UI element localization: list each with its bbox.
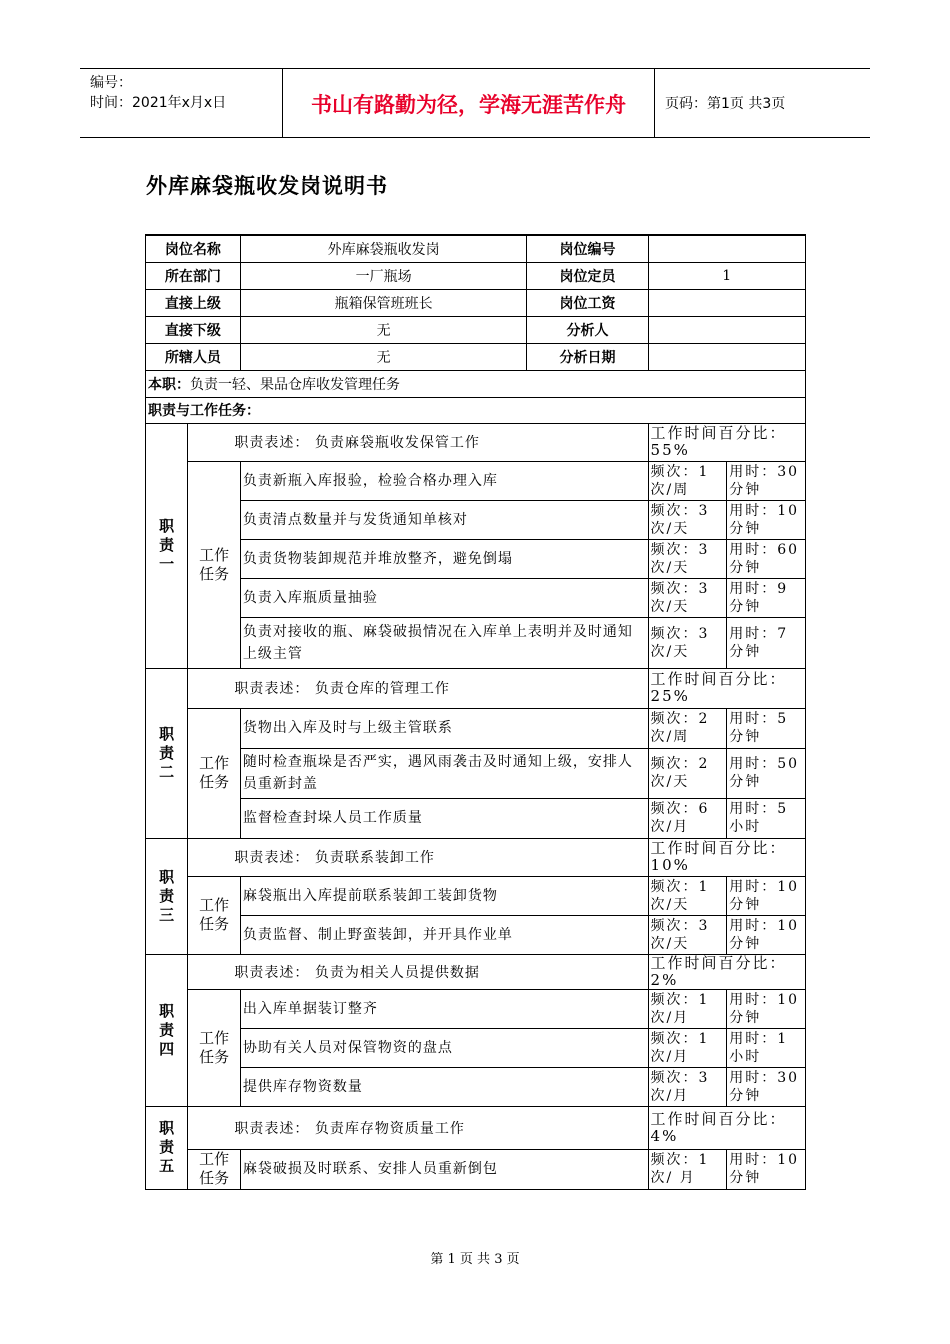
- duties-heading-row: [146, 397, 806, 423]
- duty-statement: 职责表述： 负责联系装卸工作: [188, 838, 648, 876]
- dept-value: 一厂瓶场: [240, 262, 527, 289]
- task-duration: 用时：30分钟: [727, 1067, 806, 1106]
- task-duration: 用时：60分钟: [727, 539, 806, 578]
- page-footer: 第 1 页 共 3 页: [430, 1252, 520, 1267]
- duty-time-percent: 工作时间百分比：55%: [648, 423, 805, 461]
- duty-statement: 职责表述： 负责仓库的管理工作: [188, 668, 648, 708]
- task-duration: 用时：50分钟: [727, 748, 806, 798]
- info-row: [146, 316, 806, 343]
- task-label: [188, 876, 240, 954]
- task-text: 负责清点数量并与发货通知单核对: [240, 500, 648, 539]
- task-text: 负责入库瓶质量抽验: [240, 578, 648, 617]
- task-duration: 用时：5分钟: [727, 708, 806, 748]
- task-row: [146, 915, 806, 954]
- task-text: 麻袋破损及时联系、安排人员重新倒包: [240, 1149, 648, 1189]
- task-duration: 用时：7分钟: [727, 617, 806, 668]
- superior-label: 直接上级: [146, 289, 241, 316]
- task-label: [188, 1149, 240, 1189]
- task-frequency: 频次：1次/周: [648, 461, 727, 500]
- managed-value: 无: [240, 343, 527, 370]
- task-duration: 用时：30分钟: [727, 461, 806, 500]
- task-row: [146, 1028, 806, 1067]
- task-label-line: 工作: [199, 896, 230, 914]
- headcount-label: 岗位定员: [527, 262, 648, 289]
- duty-label-char: 职: [159, 867, 175, 886]
- task-frequency: 频次：6次/月: [648, 798, 727, 838]
- duty-label-char: 一: [159, 555, 175, 573]
- duty-statement-row: [146, 1106, 806, 1149]
- task-text: 监督检查封垛人员工作质量: [240, 798, 648, 838]
- duty-label-char: 责: [159, 743, 175, 762]
- task-duration: 用时：10分钟: [727, 500, 806, 539]
- duty-label-char: 责: [159, 1138, 175, 1156]
- duty-label-char: 职: [159, 724, 175, 743]
- analyst-label: 分析人: [527, 316, 648, 343]
- task-row: [146, 748, 806, 798]
- header-motto: 书山有路勤为径，学海无涯苦作舟: [311, 93, 626, 117]
- task-label-line: 工作: [199, 1028, 230, 1047]
- task-frequency: 频次：1次/ 月: [648, 1149, 727, 1189]
- task-row: [146, 617, 806, 668]
- grade-value: [648, 289, 805, 316]
- task-text: 负责对接收的瓶、麻袋破损情况在入库单上表明并及时通知上级主管: [240, 617, 648, 668]
- task-row: [146, 708, 806, 748]
- task-row: [146, 876, 806, 915]
- task-label-line: 任务: [199, 773, 230, 791]
- duty-label-char: 三: [159, 905, 175, 924]
- task-duration: 用时：5小时: [727, 798, 806, 838]
- duty-label: [146, 423, 188, 668]
- task-duration: 用时：10分钟: [727, 989, 806, 1028]
- task-frequency: 频次：3次/月: [648, 1067, 727, 1106]
- task-text: 负责货物装卸规范并堆放整齐，避免倒塌: [240, 539, 648, 578]
- document-title: 外库麻袋瓶收发岗说明书: [146, 174, 388, 198]
- task-text: 随时检查瓶垛是否严实，遇风雨袭击及时通知上级，安排人员重新封盖: [240, 748, 648, 798]
- duty-time-percent: 工作时间百分比：10%: [648, 838, 805, 876]
- duty-label-char: 五: [159, 1157, 175, 1175]
- job-description-table: [145, 234, 806, 1190]
- duty-statement: 职责表述： 负责为相关人员提供数据: [188, 954, 648, 989]
- task-label-line: 工作: [199, 545, 230, 564]
- task-frequency: 频次：3次/天: [648, 578, 727, 617]
- task-frequency: 频次：2次/天: [648, 748, 727, 798]
- duty-summary: [146, 370, 806, 397]
- date-label: 时间：2021年x月x日: [90, 95, 227, 111]
- task-label: [188, 989, 240, 1106]
- task-text: 出入库单据装订整齐: [240, 989, 648, 1028]
- duty-time-percent: 工作时间百分比：25%: [648, 668, 805, 708]
- task-frequency: 频次：3次/天: [648, 500, 727, 539]
- header-meta: [90, 73, 226, 113]
- info-row: [146, 343, 806, 370]
- duty-time-percent: 工作时间百分比：4%: [648, 1106, 805, 1149]
- dept-label: 所在部门: [146, 262, 241, 289]
- task-text: 负责新瓶入库报验，检验合格办理入库: [240, 461, 648, 500]
- task-duration: 用时：10分钟: [727, 876, 806, 915]
- analysis-date-label: 分析日期: [527, 343, 648, 370]
- headcount-value: 1: [648, 262, 805, 289]
- duty-summary-label: 本职：: [148, 376, 190, 393]
- task-label-line: 工作: [199, 754, 230, 772]
- task-duration: 用时：10分钟: [727, 1149, 806, 1189]
- duty-label-char: 责: [159, 886, 175, 905]
- task-label: [188, 461, 240, 668]
- analyst-value: [648, 316, 805, 343]
- duty-summary-text: 负责一轻、果品仓库收发管理任务: [190, 376, 400, 393]
- task-text: 提供库存物资数量: [240, 1067, 648, 1106]
- task-label-line: 任务: [199, 564, 230, 583]
- task-text: 货物出入库及时与上级主管联系: [240, 708, 648, 748]
- task-frequency: 频次：3次/天: [648, 617, 727, 668]
- duty-statement-row: [146, 954, 806, 989]
- info-row: [146, 235, 806, 262]
- task-label-line: 任务: [199, 1047, 230, 1066]
- task-duration: 用时：1小时: [727, 1028, 806, 1067]
- position-no-value: [648, 235, 805, 262]
- task-text: 负责监督、制止野蛮装卸，并开具作业单: [240, 915, 648, 954]
- subordinate-value: 无: [240, 316, 527, 343]
- duty-label-char: 四: [159, 1039, 175, 1058]
- duty-summary-row: [146, 370, 806, 397]
- duties-heading: 职责与工作任务：: [146, 397, 806, 423]
- task-frequency: 频次：3次/天: [648, 539, 727, 578]
- task-row: [146, 461, 806, 500]
- position-no-label: 岗位编号: [527, 235, 648, 262]
- info-row: [146, 262, 806, 289]
- duty-label: [146, 668, 188, 838]
- task-label-line: 任务: [199, 1169, 230, 1187]
- code-label: 编号：: [90, 75, 132, 91]
- duty-label-char: 职: [159, 517, 175, 535]
- position-name-value: 外库麻袋瓶收发岗: [240, 235, 527, 262]
- task-duration: 用时：9分钟: [727, 578, 806, 617]
- header-divider: [654, 69, 655, 137]
- grade-label: 岗位工资: [527, 289, 648, 316]
- task-text: 协助有关人员对保管物资的盘点: [240, 1028, 648, 1067]
- task-frequency: 频次：1次/天: [648, 876, 727, 915]
- task-duration: 用时：10分钟: [727, 915, 806, 954]
- duty-statement-row: [146, 668, 806, 708]
- task-frequency: 频次：3次/天: [648, 915, 727, 954]
- task-row: [146, 500, 806, 539]
- task-label: [188, 708, 240, 838]
- duty-statement-row: [146, 838, 806, 876]
- task-row: [146, 1067, 806, 1106]
- task-frequency: 频次：1次/月: [648, 989, 727, 1028]
- duty-statement: 职责表述： 负责库存物资质量工作: [188, 1106, 648, 1149]
- task-text: 麻袋瓶出入库提前联系装卸工装卸货物: [240, 876, 648, 915]
- duty-label-char: 职: [159, 1001, 175, 1020]
- task-row: [146, 798, 806, 838]
- task-label-line: 任务: [199, 915, 230, 933]
- task-frequency: 频次：2次/周: [648, 708, 727, 748]
- task-row: [146, 989, 806, 1028]
- header-page-info: 页码：第1页 共3页: [665, 96, 786, 112]
- duty-label: [146, 954, 188, 1106]
- superior-value: 瓶箱保管班班长: [240, 289, 527, 316]
- duty-label-char: 责: [159, 1020, 175, 1039]
- duty-label-char: 职: [159, 1119, 175, 1137]
- analysis-date-value: [648, 343, 805, 370]
- task-row: [146, 1149, 806, 1189]
- task-frequency: 频次：1次/月: [648, 1028, 727, 1067]
- duty-label-char: 责: [159, 536, 175, 554]
- task-label-line: 工作: [199, 1150, 230, 1168]
- info-row: [146, 289, 806, 316]
- page-header: [80, 68, 870, 138]
- duty-label: [146, 1106, 188, 1189]
- subordinate-label: 直接下级: [146, 316, 241, 343]
- position-name-label: 岗位名称: [146, 235, 241, 262]
- duty-statement: 职责表述： 负责麻袋瓶收发保管工作: [188, 423, 648, 461]
- task-row: [146, 578, 806, 617]
- duty-time-percent: 工作时间百分比：2%: [648, 954, 805, 989]
- duty-label-char: 二: [159, 762, 175, 781]
- task-row: [146, 539, 806, 578]
- duty-statement-row: [146, 423, 806, 461]
- duty-label: [146, 838, 188, 954]
- managed-label: 所辖人员: [146, 343, 241, 370]
